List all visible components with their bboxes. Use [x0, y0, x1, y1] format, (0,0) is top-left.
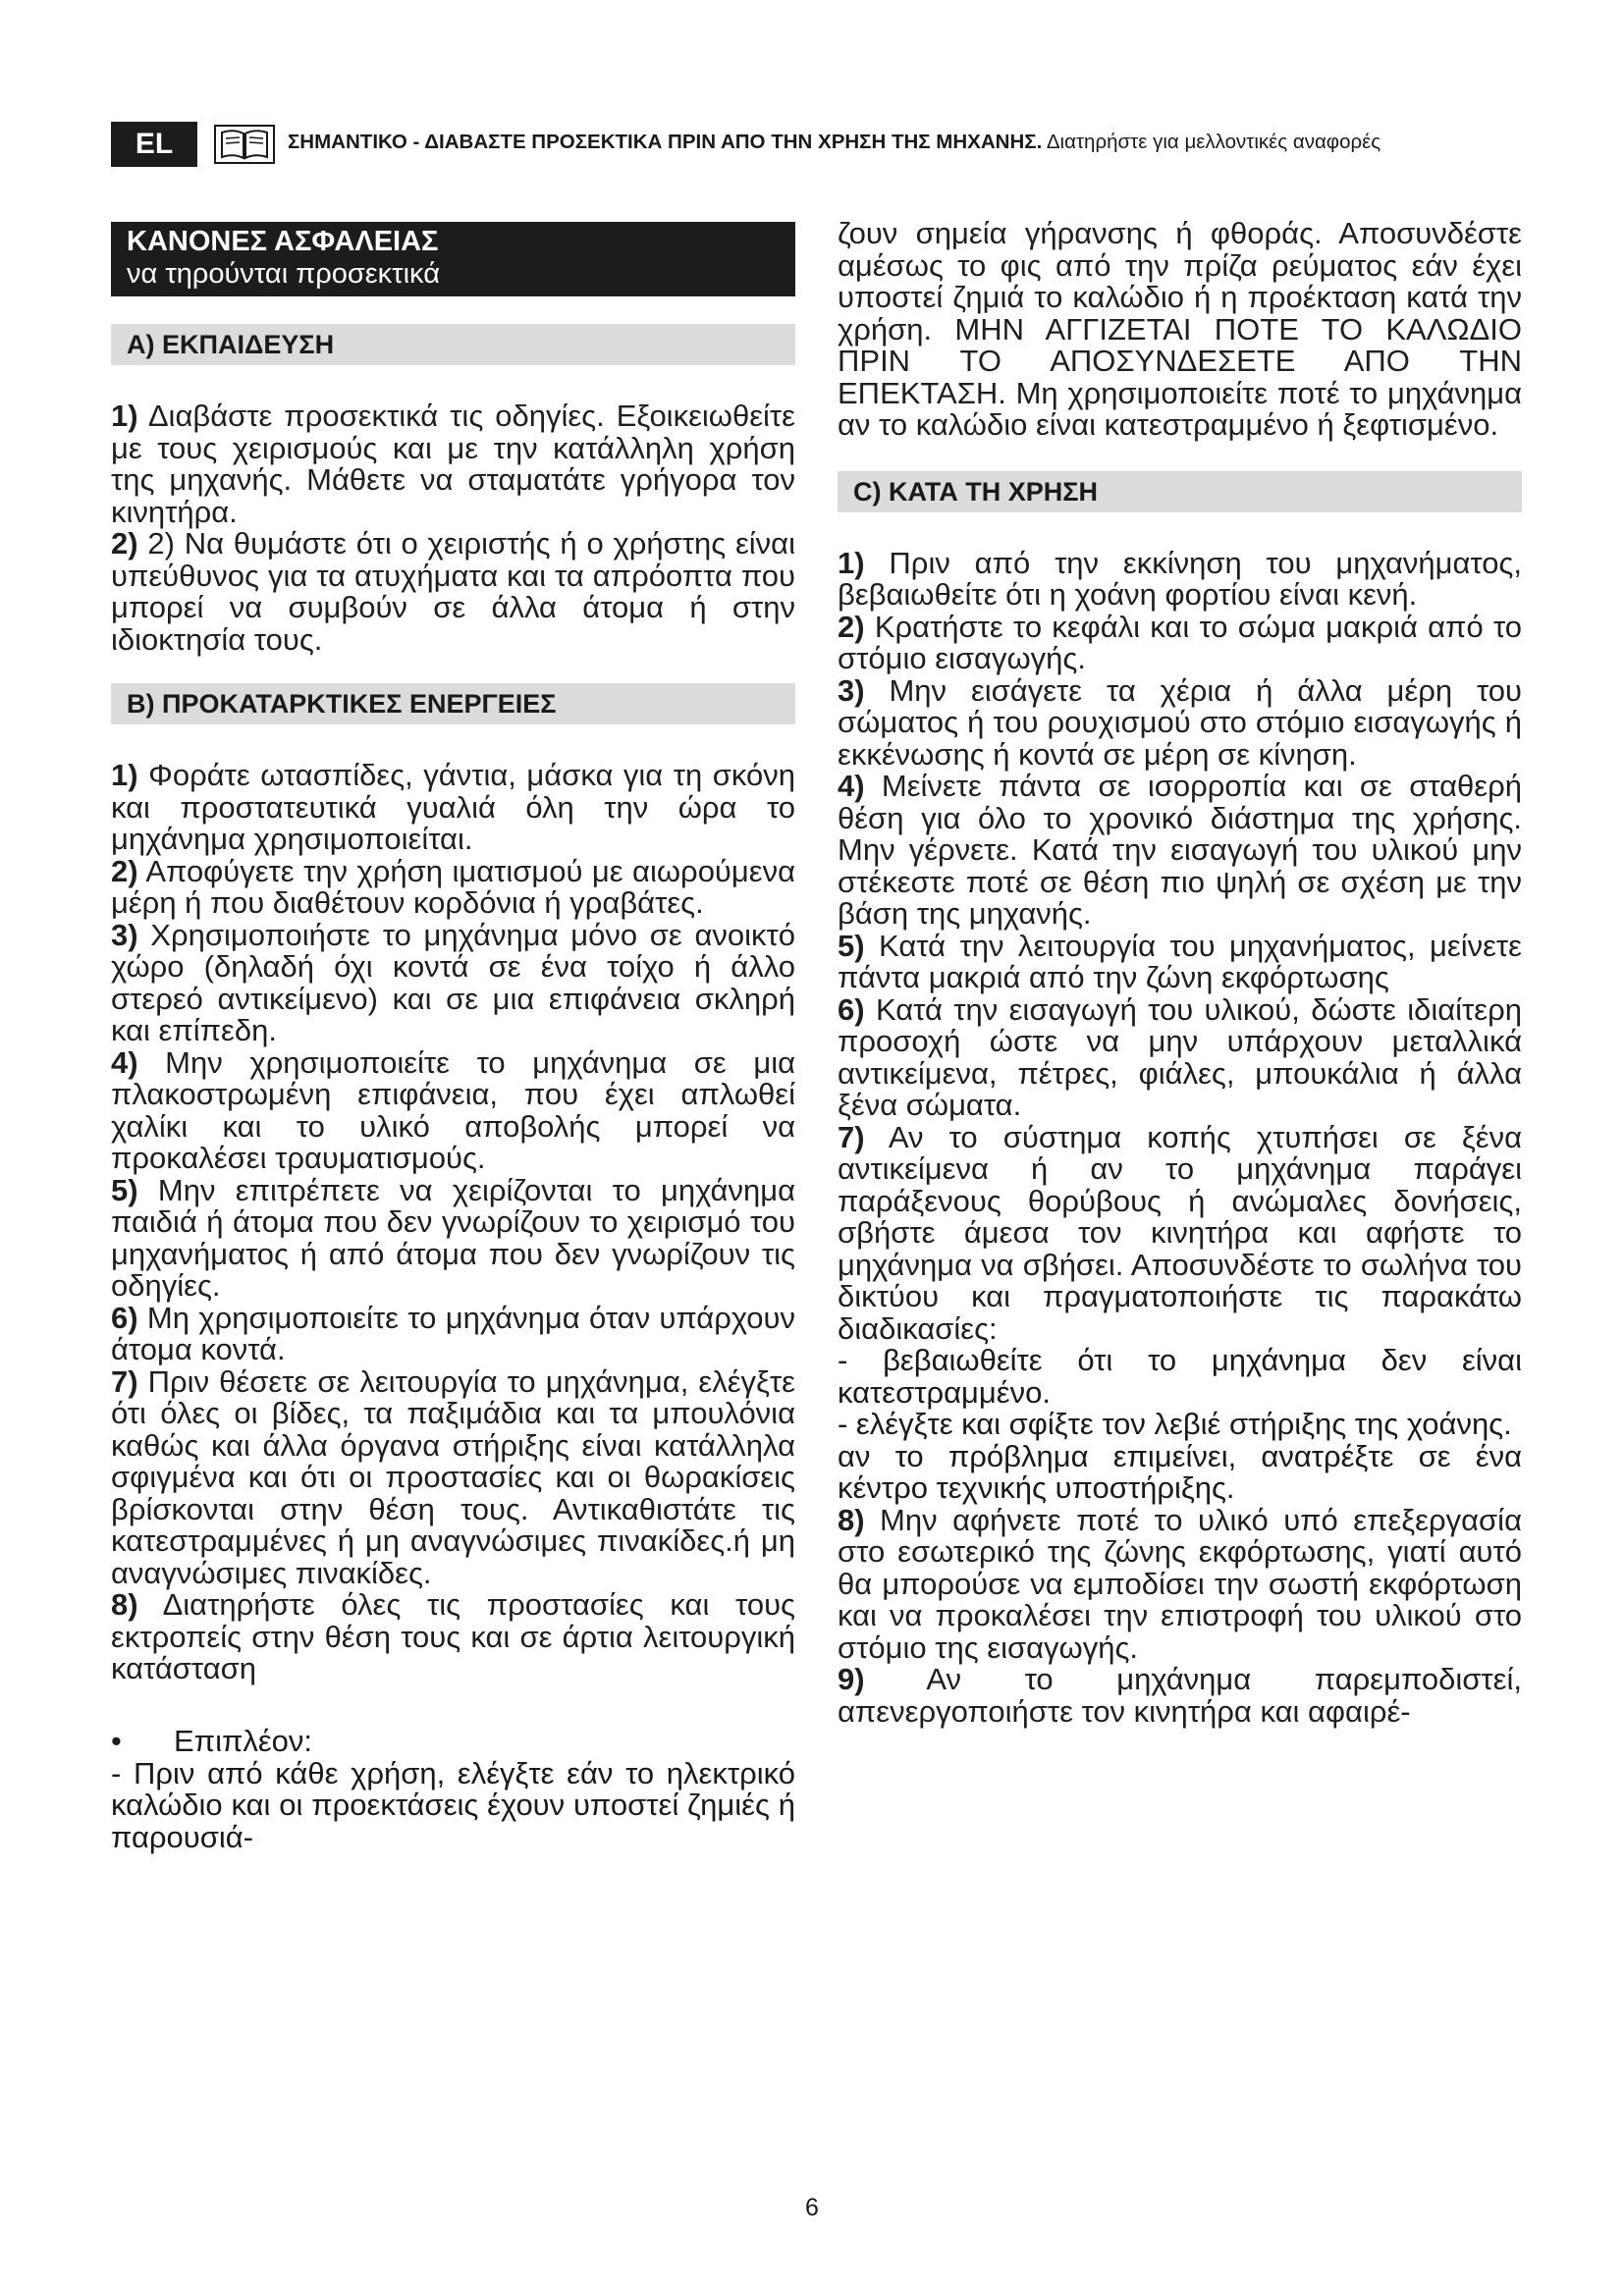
section-c-dash-1: - βεβαιωθείτε ότι το μηχάνημα δεν είναι κατεστραμμένο. [838, 1343, 1522, 1410]
section-b-heading: B) ΠΡΟΚΑΤΑΡΚΤΙΚΕΣ ΕΝΕΡΓΕΙΕΣ [111, 683, 795, 724]
left-column [111, 222, 795, 1853]
section-a-heading: A) ΕΚΠΑΙΔΕΥΣΗ [111, 324, 795, 365]
section-c-item-5: 5) Κατά την λειτουργία του μηχανήματος, μείνετε πάντα μακριά από την ζώνη εκφόρτωσης [838, 928, 1522, 994]
safety-rules-subtitle: να τηρούνται προσεκτικά [127, 258, 440, 290]
section-b-item-1: 1) Φοράτε ωτασπίδες, γάντια, μάσκα για τη σκόνη και προστατευτικά γυαλιά όλη την ώρα το μηχάνημα χρησιμοποιείται. [111, 758, 795, 856]
header-notice-bold: ΣΗΜΑΝΤΙΚΟ - ΔΙΑΒΑΣΤΕ ΠΡΟΣΕΚΤΙΚΑ ΠΡΙΝ ΑΠΟ ΤΗΝ ΧΡΗΣΗ ΤΗΣ ΜΗΧΑΝΗΣ. [288, 131, 1043, 153]
language-badge: EL [111, 122, 197, 167]
section-c-dash-2: - ελέγξτε και σφίξτε τον λεβιέ στήριξης της χοάνης. [838, 1407, 1512, 1441]
section-c-item-3: 3) Μην εισάγετε τα χέρια ή άλλα μέρη του σώματος ή του ρουχισμού στο στόμιο εισαγωγής ή εκκένωσης ή κοντά σε μέρη σε κίνηση. [838, 672, 1522, 772]
section-b-item-3: 3) Χρησιμοποιήστε το μηχάνημα μόνο σε ανοικτό χώρο (δηλαδή όχι κοντά σε ένα τοίχο ή άλλο στερεό αντικείμενο) και σε μια επιφάνεια σκληρή και επίπεδη. [111, 917, 795, 1047]
before-use-dash-item: - Πριν από κάθε χρήση, ελέγξτε εάν το ηλεκτρικό καλώδιο και οι προεκτάσεις έχουν υποστεί ζημιές ή παρουσιά- [111, 1755, 795, 1854]
book-icon [214, 125, 275, 164]
additional-bullet [111, 1725, 795, 1758]
section-a-item-2: 2) 2) Να θυμάστε ότι ο χειριστής ή ο χρήστης είναι υπεύθυνος για τα ατυχήματα και τα απρόοπτα που μπορεί να συμβούν σε άλλα άτομα ή στην ιδιοκτησία τους. [111, 526, 795, 657]
section-c-item-2: 2) Κρατήστε το κεφάλι και το σώμα μακριά από το στόμιο εισαγωγής. [838, 609, 1522, 675]
page-number: 6 [805, 2194, 819, 2221]
section-c-item-4: 4) Μείνετε πάντα σε ισορροπία και σε σταθερή θέση για όλο το χρονικό διάστημα της χρήσης. Μην γέρνετε. Κατά την εισαγωγή του υλικού μην στέκεστε ποτέ σε θέση πιο ψηλή σε σχέση με την βάση της μηχανής. [838, 769, 1522, 931]
section-b-item-5: 5) Μην επιτρέπετε να χειρίζονται το μηχάνημα παιδιά ή άτομα που δεν γνωρίζουν το χειρισμό του μηχανήματος ή από άτομα που δεν γνωρίζουν τις οδηγίες. [111, 1172, 795, 1303]
header-notice-rest: Διατηρήστε για μελλοντικές αναφορές [1042, 131, 1381, 153]
bullet-symbol: • [111, 1723, 122, 1758]
section-c-item-7: 7) Αν το σύστημα κοπής χτυπήσει σε ξένα αντικείμενα ή αν το μηχάνημα παράγει παράξενους θορύβους ή ανώμαλες δονήσεις, σβήστε άμεσα τον κινητήρα και αφήστε το μηχάνημα να σβήσει. Αποσυνδέστε το σωλήνα του δικτύου και πραγματοποιήστε τις παρακάτω διαδικασίες: [838, 1119, 1522, 1346]
section-b-item-2: 2) Αποφύγετε την χρήση ιματισμού με αιωρούμενα μέρη ή που διαθέτουν κορδόνια ή γραβάτες. [111, 853, 795, 920]
section-b-item-8: 8) Διατηρήστε όλες τις προστασίες και τους εκτροπείς στην θέση τους και σε άρτια λειτουργική κατάσταση [111, 1587, 795, 1685]
section-c-item-1: 1) Πριν από την εκκίνηση του μηχανήματος, βεβαιωθείτε ότι η χοάνη φορτίου είναι κενή. [838, 545, 1522, 612]
section-c-after-dash: αν το πρόβλημα επιμείνει, ανατρέξτε σε ένα κέντρο τεχνικής υποστήριξης. [838, 1438, 1522, 1505]
section-c-item-9: 9) Αν το μηχάνημα παρεμποδιστεί, απενεργοποιήστε τον κινητήρα και αφαιρέ- [838, 1662, 1522, 1729]
section-c-item-6: 6) Κατά την εισαγωγή του υλικού, δώστε ιδιαίτερη προσοχή ώστε να μην υπάρχουν μεταλλικά αντικείμενα, πέτρες, φιάλες, μπουκάλια ή άλλα ξένα σώματα. [838, 991, 1522, 1122]
section-b-item-6: 6) Μη χρησιμοποιείτε το μηχάνημα όταν υπάρχουν άτομα κοντά. [111, 1300, 795, 1366]
safety-rules-title-block [111, 222, 795, 296]
bullet-text: Επιπλέον: [174, 1723, 313, 1758]
section-b-item-4: 4) Μην χρησιμοποιείτε το μηχάνημα σε μια πλακοστρωμένη επιφάνεια, που έχει απλωθεί χαλίκι και το υλικό αποβολής μπορεί να προκαλέσει τραυματισμούς. [111, 1044, 795, 1175]
section-b-continuation: ζουν σημεία γήρανσης ή φθοράς. Αποσυνδέστε αμέσως το φις από την πρίζα ρεύματος εάν έχει υποστεί ζημιά το καλώδιο ή η προέκταση κατά την χρήση. ΜΗΝ ΑΓΓΙΖΕΤΑΙ ΠΟΤΕ ΤΟ ΚΑΛΩΔΙΟ ΠΡΙΝ ΤΟ ΑΠΟΣΥΝΔΕΣΕΤΕ ΑΠΟ ΤΗΝ ΕΠΕΚΤΑΣΗ. Μη χρησιμοποιείτε ποτέ το μηχάνημα αν το καλώδιο είναι κατεστραμμένο ή ξεφτισμένο. [838, 216, 1522, 442]
header-notice [288, 131, 1380, 154]
section-a-item-1: 1) Διαβάστε προσεκτικά τις οδηγίες. Εξοικειωθείτε με τους χειρισμούς και με την κατάλληλη χρήση της μηχανής. Μάθετε να σταματάτε γρήγορα τον κινητήρα. [111, 399, 795, 529]
section-c-heading: C) ΚΑΤΑ ΤΗ ΧΡΗΣΗ [838, 471, 1522, 512]
right-column [838, 218, 1522, 1728]
safety-rules-title: ΚΑΝΟΝΕΣ ΑΣΦΑΛΕΙΑΣ [127, 226, 439, 257]
section-b-item-7: 7) Πριν θέσετε σε λειτουργία το μηχάνημα, ελέγξτε ότι όλες οι βίδες, τα παξιμάδια και τα μπουλόνια καθώς και άλλα όργανα στήριξης είναι κατάλληλα σφιγμένα και ότι οι προστασίες και οι θωρακίσεις βρίσκονται στην θέση τους. Αντικαθιστάτε τις κατεστραμμένες ή μη αναγνώσιμες πινακίδες.ή μη αναγνώσιμες πινακίδες. [111, 1363, 795, 1590]
section-c-item-8: 8) Μην αφήνετε ποτέ το υλικό υπό επεξεργασία στο εσωτερικό της ζώνης εκφόρτωσης, γιατί αυτό θα μπορούσε να εμποδίσει την σωστή εκφόρτωση και να προκαλέσει την επιστροφή του υλικού στο στόμιο της εισαγωγής. [838, 1502, 1522, 1665]
page-header [111, 122, 1515, 167]
